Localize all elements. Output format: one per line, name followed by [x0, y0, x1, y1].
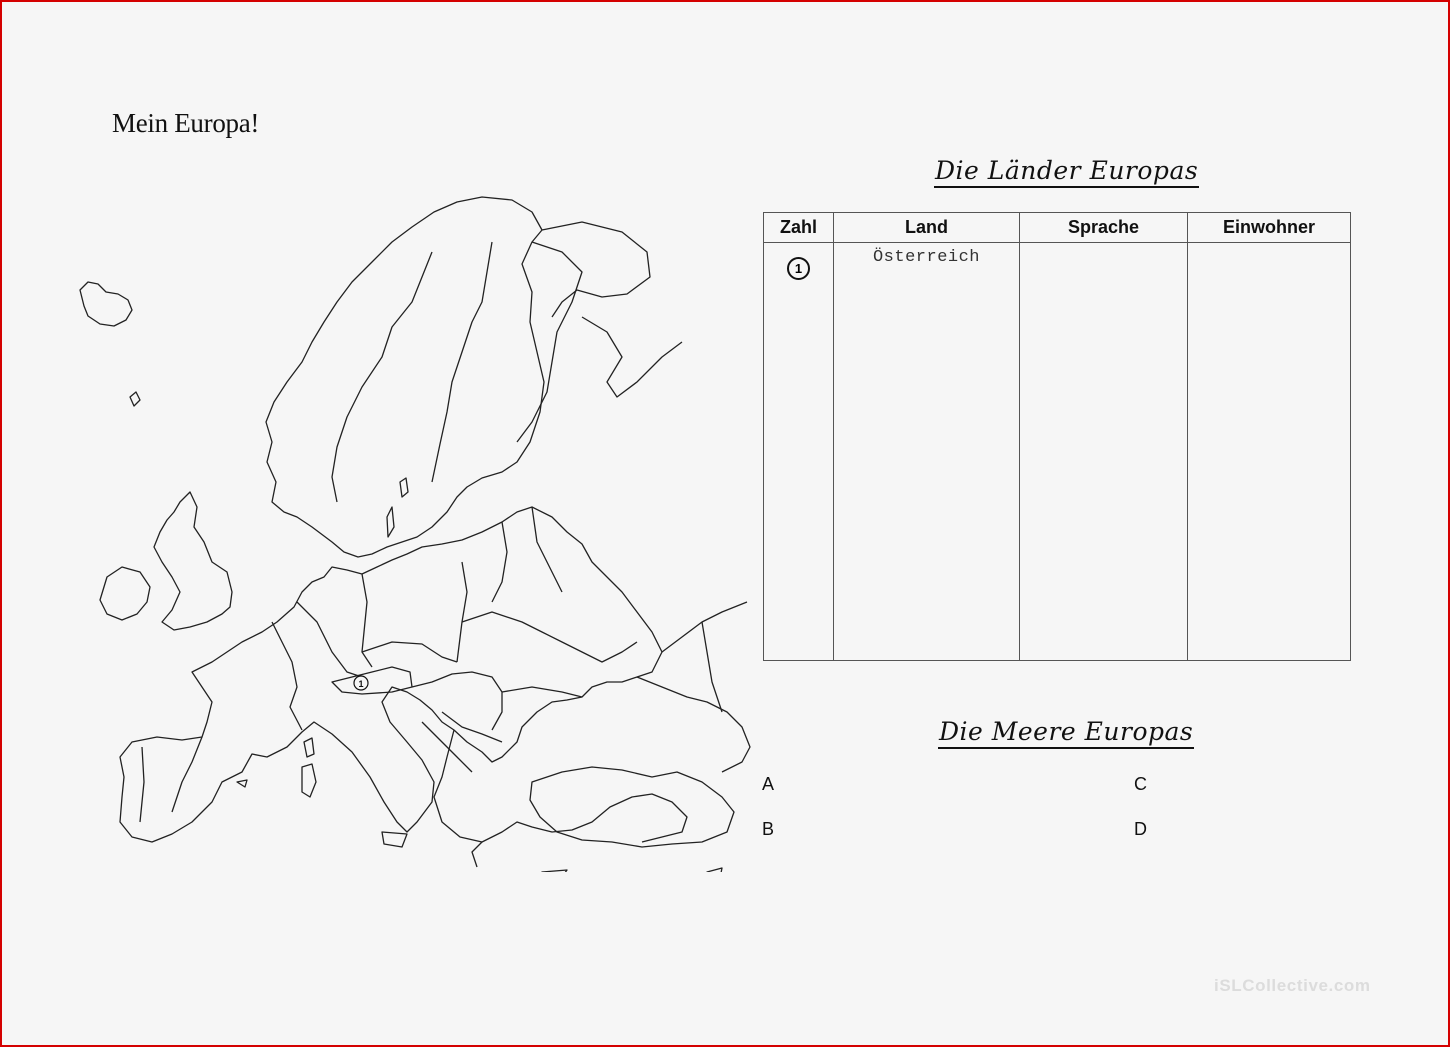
kola-outline: [542, 222, 650, 317]
ireland-outline: [100, 567, 150, 620]
sicily-outline: [382, 832, 407, 847]
seas-heading: Die Meere Europas: [938, 718, 1194, 749]
sea-label-b: B: [762, 819, 775, 839]
iceland-outline: [80, 282, 132, 326]
column-header-zahl: Zahl: [764, 213, 834, 243]
land-value: Österreich: [872, 248, 981, 267]
cell-sprache[interactable]: [1020, 243, 1188, 661]
europe-outline-map: [62, 182, 752, 872]
cell-land[interactable]: [834, 243, 1020, 661]
great-britain-outline: [154, 492, 232, 630]
scandinavia-outline: [266, 197, 544, 557]
crete-outline: [542, 870, 567, 872]
mainland-outline: [120, 507, 662, 842]
sardinia-outline: [302, 764, 316, 797]
table-header-row: [764, 213, 1351, 243]
column-header-land: Land: [834, 213, 1020, 243]
worksheet-title: Mein Europa!: [112, 108, 260, 138]
row-number-badge: 1: [787, 257, 810, 280]
austria-marker-number: 1: [358, 679, 364, 689]
faroe-outline: [130, 392, 140, 406]
countries-table: [763, 212, 1351, 661]
sea-label-c: C: [1134, 774, 1147, 794]
column-header-sprache: Sprache: [1020, 213, 1188, 243]
watermark-logo: iSLCollective.com: [1214, 976, 1371, 995]
table-row: [764, 243, 1351, 661]
cell-zahl: [764, 243, 834, 661]
column-header-einwohner: Einwohner: [1188, 213, 1351, 243]
sea-label-d: D: [1134, 819, 1147, 839]
countries-heading: Die Länder Europas: [934, 157, 1199, 188]
corsica-outline: [304, 738, 314, 757]
austria-marker: [354, 676, 368, 690]
cyprus-outline: [707, 868, 722, 872]
cell-einwohner[interactable]: [1188, 243, 1351, 661]
sea-label-a: A: [762, 774, 775, 794]
turkey-outline: [530, 767, 734, 847]
